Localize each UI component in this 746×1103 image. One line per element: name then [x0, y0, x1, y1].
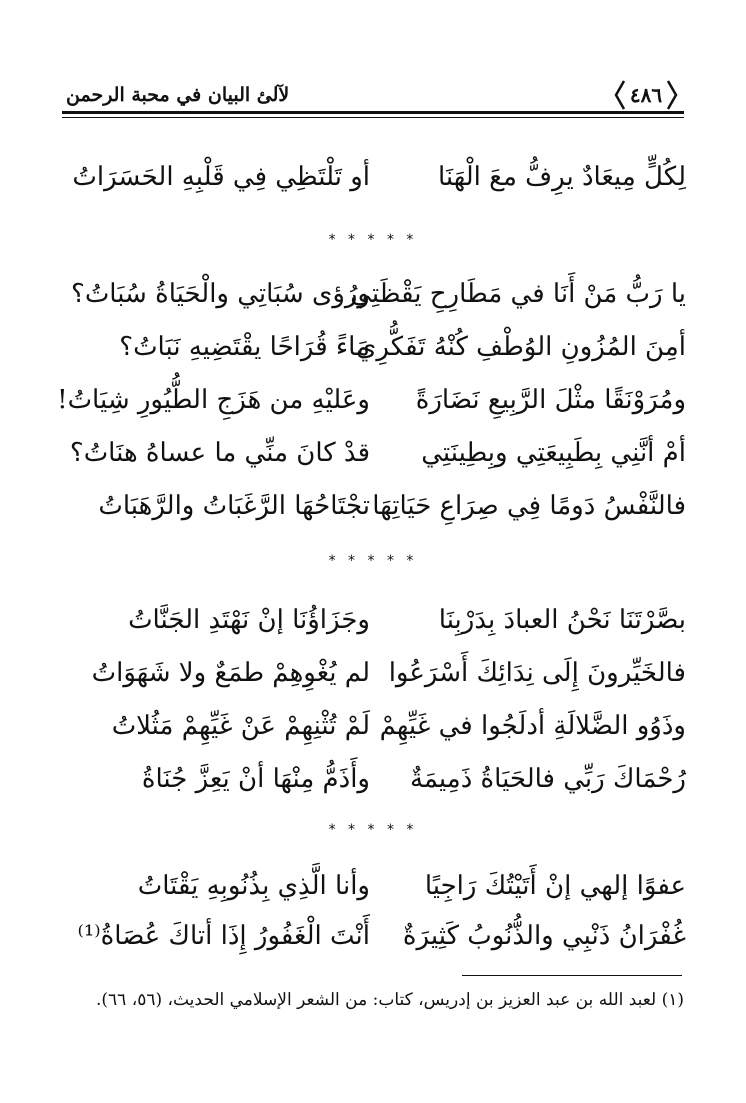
section-separator: * * * * *	[328, 553, 418, 569]
verse-first-hemistich: لِكُلٍّ مِيعَادٌ يرِفُّ معَ الْهَنَا	[437, 162, 686, 192]
verse-first-hemistich: فالنَّفْسُ دَومًا فِي صِرَاعِ حَيَاتِهَا	[372, 491, 686, 521]
verse-first-hemistich: يا رَبُّ مَنْ أَنَا في مَطَارِحِ يَقْظَتِي	[350, 279, 686, 309]
verse-first-hemistich: بصَّرْتَنَا نَحْنُ العبادَ بِدَرْبِنَا	[438, 605, 686, 635]
verse-second-hemistich: قدْ كانَ منِّي ما عساهُ هنَاتُ؟	[69, 438, 370, 468]
footnote-rule	[462, 975, 682, 976]
verse-second-hemistich: ورُؤى سُبَاتِي والْحَيَاةُ سُبَاتُ؟	[71, 279, 370, 309]
verse-second-hemistich: أو تَلْتَظِي فِي قَلْبِهِ الحَسَرَاتُ	[72, 162, 370, 192]
verse-second-hemistich: وأنا الَّذِي بِذُنُوبِهِ يَقْتَاتُ	[137, 871, 370, 901]
verse-first-hemistich: أمِنَ المُزُونِ الوُطْفِ كُنْهُ تَفَكُّرِي	[356, 332, 686, 362]
verse-second-hemistich: وجَزَاؤُنَا إنْ نَهْتَدِ الجَنَّاتُ	[128, 605, 370, 635]
section-separator: * * * * *	[328, 822, 418, 838]
verse-first-hemistich: فالخَيِّرونَ إِلَى نِدَائِكَ أَسْرَعُوا	[388, 658, 686, 688]
verse-first-hemistich: ومُرَوْنَقًا مثْلَ الرَّبِيعِ نَضَارَةً	[415, 385, 686, 415]
verse-second-hemistich: وعَليْهِ من هَزَجِ الطُّيُورِ شِيَاتُ!	[57, 385, 370, 415]
verse-second-hemistich: تجْتَاحُهَا الرَّغَبَاتُ والرَّهَبَاتُ	[98, 491, 370, 521]
page-header	[62, 80, 684, 124]
running-title: لآلئ البيان في محبة الرحمن	[66, 84, 290, 106]
verse-first-hemistich: غُفْرَانُ ذَنْبِي والذُّنُوبُ كَثِيرَةٌ	[402, 921, 686, 951]
verse-first-hemistich: رُحْمَاكَ رَبِّي فالحَيَاةُ ذَمِيمَةٌ	[409, 764, 686, 794]
verse-second-hemistich: أَنْتَ الْغَفُورُ إِذَا أتاكَ عُصَاةُ⁽¹⁾	[77, 921, 370, 951]
verse-first-hemistich: أمْ أنَّنِي بِطَبِيعَتِي وبِطِينَتِي	[421, 438, 686, 468]
verse-first-hemistich: عفوًا إلهي إنْ أَتَيْتُكَ رَاجِيًا	[424, 871, 686, 901]
page-number-badge	[614, 80, 678, 110]
header-rule-thin	[62, 117, 684, 118]
verse-second-hemistich: وأَذَمُّ مِنْهَا أنْ يَعِزَّ جُنَاةُ	[141, 764, 370, 794]
footnote: (١) لعبد الله بن عبد العزيز بن إدريس، كتاب: من الشعر الإسلامي الحديث، (٥٦، ٦٦).	[96, 990, 684, 1010]
header-rule	[62, 111, 684, 114]
section-separator: * * * * *	[328, 232, 418, 248]
page-number: ٤٨٦	[629, 83, 663, 107]
verse-second-hemistich: لَمْ تُثْنِهِمْ عَنْ غَيِّهِمْ مَثُلاتُ	[111, 711, 370, 741]
verse-first-hemistich: وذَوُو الضَّلالَةِ أدلَجُوا في غَيِّهِمْ	[379, 711, 686, 741]
verse-second-hemistich: لم يُغْوِهِمْ طمَعٌ ولا شَهَوَاتُ	[91, 658, 370, 688]
verse-second-hemistich: مَاءً قُرَاحًا يقْتَضِيهِ نَبَاتُ؟	[119, 332, 370, 362]
